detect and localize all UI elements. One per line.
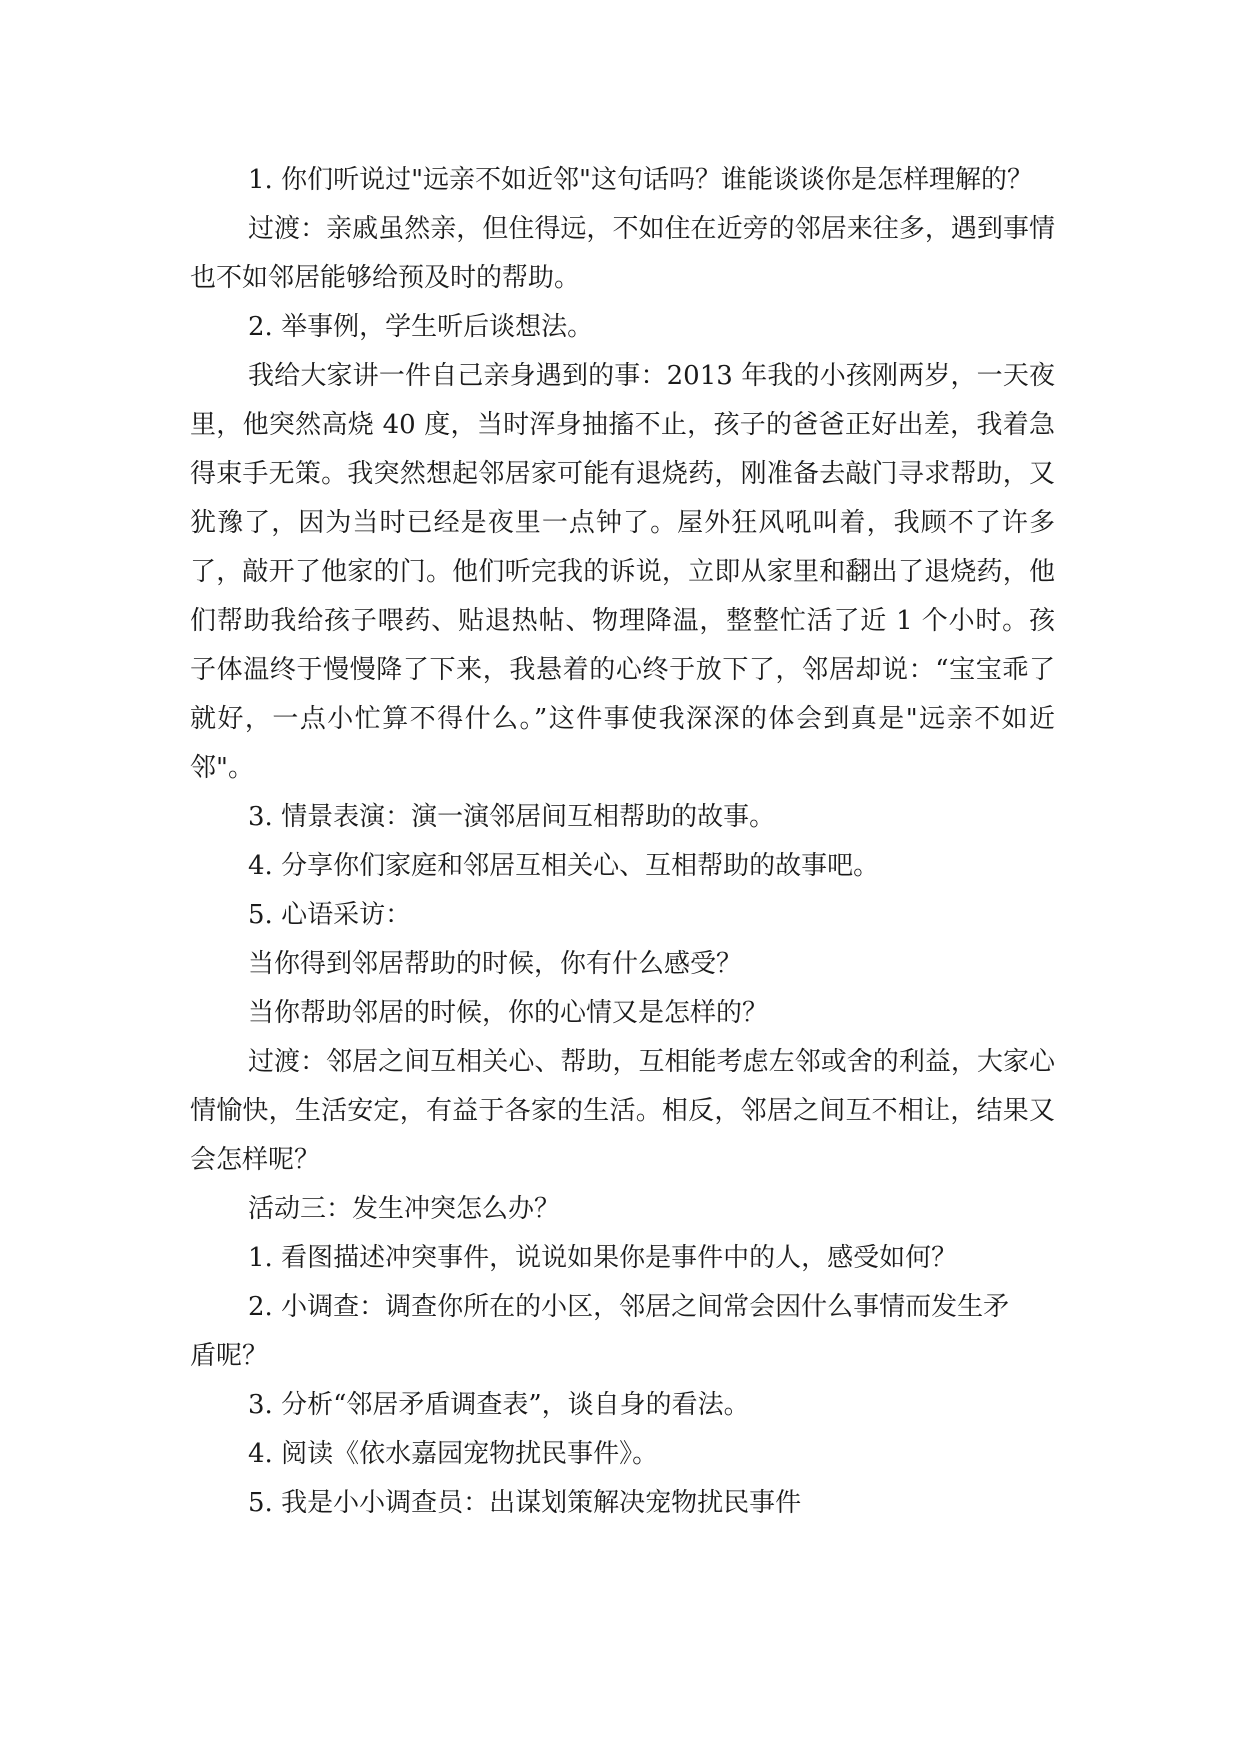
paragraph-item-3: 3. 情景表演：演一演邻居间互相帮助的故事。 xyxy=(248,802,776,832)
paragraph-activity-3-item-2: 2. 小调查：调查你所在的小区，邻居之间常会因什么事情而发生矛 xyxy=(248,1292,1010,1322)
paragraph-item-2: 2. 举事例，学生听后谈想法。 xyxy=(248,312,594,342)
paragraph-activity-3-item-3: 3. 分析“邻居矛盾调查表”，谈自身的看法。 xyxy=(248,1390,750,1420)
paragraph-item-4: 4. 分享你们家庭和邻居互相关心、互相帮助的故事吧。 xyxy=(248,851,880,881)
document-body xyxy=(190,156,1055,1528)
paragraph-interview-q2: 当你帮助邻居的时候，你的心情又是怎样的？ xyxy=(248,998,769,1028)
paragraph-activity-3-item-2-continued: 盾呢？ xyxy=(190,1341,269,1371)
paragraph-transition-1: 过渡：亲戚虽然亲，但住得远，不如住在近旁的邻居来往多，遇到事情也不如邻居能够给预及时的帮助。 xyxy=(190,214,1055,293)
paragraph-transition-2: 过渡：邻居之间互相关心、帮助，互相能考虑左邻或舍的利益，大家心情愉快，生活安定，有益于各家的生活。相反，邻居之间互不相让，结果又会怎样呢？ xyxy=(190,1047,1055,1175)
paragraph-story: 我给大家讲一件自己亲身遇到的事：2013 年我的小孩刚两岁，一天夜里，他突然高烧 40 度，当时浑身抽搐不止，孩子的爸爸正好出差，我着急得束手无策。我突然想起邻居家可能有退烧药，刚准备去敲门寻求帮助，又犹豫了，因为当时已经是夜里一点钟了。屋外狂风吼叫着，我顾不了许多了，敲开了他家的门。他们听完我的诉说，立即从家里和翻出了退烧药，他们帮助我给孩子喂药、贴退热帖、物理降温，整整忙活了近 1 个小时。孩子体温终于慢慢降了下来，我悬着的心终于放下了，邻居却说：“宝宝乖了就好，一点小忙算不得什么。”这件事使我深深的体会到真是"远亲不如近邻"。 xyxy=(190,361,1055,783)
paragraph-item-5: 5. 心语采访： xyxy=(248,900,412,930)
paragraph-activity-3-item-4: 4. 阅读《依水嘉园宠物扰民事件》。 xyxy=(248,1439,659,1469)
paragraph-interview-q1: 当你得到邻居帮助的时候，你有什么感受？ xyxy=(248,949,743,979)
paragraph-activity-3-item-5: 5. 我是小小调查员：出谋划策解决宠物扰民事件 xyxy=(248,1488,802,1518)
paragraph-activity-3-item-1: 1. 看图描述冲突事件，说说如果你是事件中的人，感受如何？ xyxy=(248,1243,958,1273)
paragraph-question-1: 1. 你们听说过"远亲不如近邻"这句话吗？谁能谈谈你是怎样理解的？ xyxy=(248,165,1033,195)
paragraph-activity-3-heading: 活动三：发生冲突怎么办？ xyxy=(248,1194,561,1224)
